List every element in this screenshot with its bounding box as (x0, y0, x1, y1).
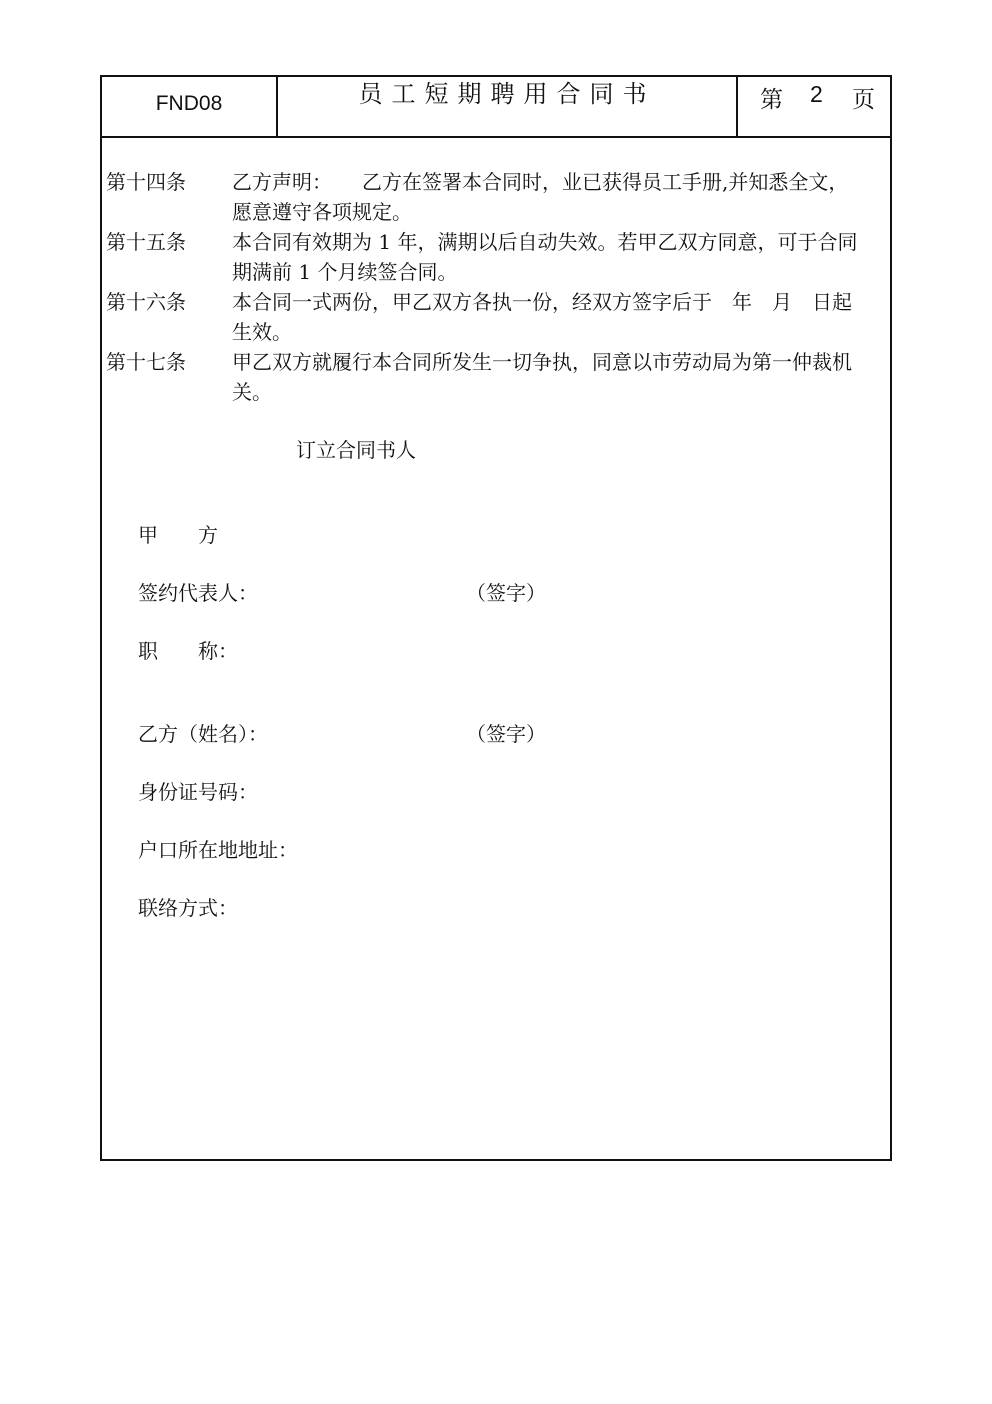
clause-number: 第十七条 (106, 350, 186, 374)
representative-signature-label: （签字） (466, 581, 546, 605)
job-title-label: 职 称： (138, 639, 238, 663)
party-a-label: 甲 方 (138, 523, 218, 547)
form-header (102, 77, 890, 138)
clause-text-line: 乙方声明： 乙方在签署本合同时，业已获得员工手册,并知悉全文， (232, 170, 849, 194)
document-title: 员工短期聘用合同书 (358, 80, 656, 108)
clause-number: 第十四条 (106, 170, 186, 194)
clause-text-line: 本合同一式两份，甲乙双方各执一份，经双方签字后于 年 月 日起 (232, 290, 852, 314)
clause-text (232, 287, 898, 347)
page-indicator (736, 77, 890, 136)
clause-number: 第十六条 (106, 290, 186, 314)
contract-form-frame (100, 75, 892, 1161)
page-prefix: 第 (760, 87, 783, 113)
clause-text (232, 227, 898, 287)
household-address-label: 户口所在地地址： (138, 838, 298, 862)
clause-number: 第十五条 (106, 230, 186, 254)
signatories-heading: 订立合同书人 (296, 438, 416, 462)
form-code: FND08 (102, 77, 278, 136)
clause-text-line: 关。 (232, 380, 272, 404)
clause-text (232, 347, 898, 407)
party-b-label: 乙方（姓名）： (138, 722, 268, 746)
clause-text-line: 甲乙双方就履行本合同所发生一切争执，同意以市劳动局为第一仲裁机 (232, 350, 852, 374)
id-number-label: 身份证号码： (138, 780, 258, 804)
clause-text (232, 167, 898, 227)
party-b-signature-label: （签字） (466, 722, 546, 746)
clause-text-line: 生效。 (232, 320, 292, 344)
clause-text-line: 愿意遵守各项规定。 (232, 200, 412, 224)
clause-text-line: 期满前 1 个月续签合同。 (232, 260, 458, 284)
contact-label: 联络方式： (138, 896, 238, 920)
representative-label: 签约代表人： (138, 581, 258, 605)
page-suffix: 页 (852, 87, 875, 113)
page-number: 2 (810, 81, 823, 107)
clause-text-line: 本合同有效期为 1 年，满期以后自动失效。若甲乙双方同意，可于合同 (232, 230, 858, 254)
